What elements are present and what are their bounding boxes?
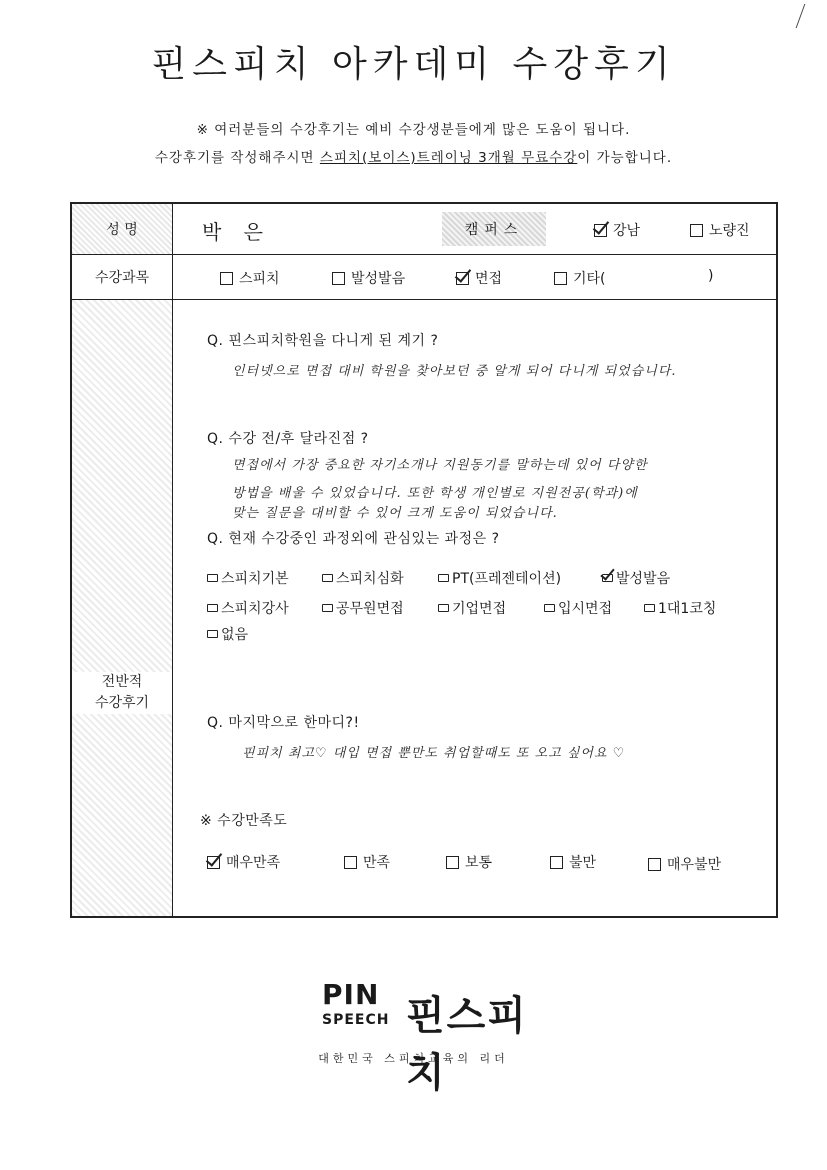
checkbox-icon[interactable] [438, 574, 449, 582]
interest-label: 스피치강사 [221, 601, 289, 617]
name-campus-row [72, 204, 776, 255]
notice-line-1: ※ 여러분들의 수강후기는 예비 수강생분들에게 많은 도움이 됩니다. [196, 122, 631, 138]
notice-line-2 [0, 146, 827, 166]
notice-line-2-prefix: 수강후기를 작성해주시면 [154, 150, 320, 166]
checkbox-icon[interactable] [544, 604, 555, 612]
answer-2-line-1[interactable]: 면접에서 가장 중요한 자기소개나 지원동기를 말하는데 있어 다양한 [232, 458, 648, 473]
notice-free-course: 스피치(보이스)트레이닝 3개월 무료수강 [319, 150, 578, 166]
satisfaction-very-dissatisfied[interactable] [648, 854, 721, 874]
checkbox-icon[interactable] [207, 604, 218, 612]
course-option-vocalization[interactable] [332, 268, 405, 288]
overall-review-label-cell [72, 300, 173, 916]
interest-speech-advanced[interactable] [322, 568, 404, 588]
course-other-close: ) [708, 268, 714, 284]
satisfaction-satisfied[interactable] [344, 852, 390, 872]
checkbox-icon[interactable] [690, 224, 703, 237]
checkbox-icon[interactable] [644, 604, 655, 612]
answer-4[interactable]: 핀피치 최고♡ 대입 면접 뿐만도 취업할때도 또 오고 싶어요 ♡ [242, 746, 626, 761]
course-option-label: 기타( [573, 271, 606, 287]
course-option-interview[interactable] [456, 268, 502, 288]
satisfaction-neutral[interactable] [446, 852, 492, 872]
course-row [72, 255, 776, 300]
course-label: 수강과목 [72, 255, 173, 299]
interest-one-on-one[interactable] [644, 598, 716, 618]
question-2: Q. 수강 전/후 달라진점 ? [207, 431, 369, 447]
notice-line-2-suffix: 이 가능합니다. [577, 150, 673, 166]
checkbox-icon[interactable] [207, 630, 218, 638]
checkbox-icon[interactable] [438, 604, 449, 612]
interest-label: 없음 [221, 627, 249, 643]
checkbox-checked-icon[interactable] [207, 856, 220, 869]
checkbox-icon[interactable] [550, 856, 563, 869]
interest-corporate-interview[interactable] [438, 598, 506, 618]
interest-label: 스피치기본 [221, 571, 289, 587]
logo-speech-text: SPEECH [322, 1012, 390, 1028]
course-option-other[interactable] [554, 268, 606, 288]
checkbox-icon[interactable] [332, 272, 345, 285]
course-option-label: 스피치 [239, 271, 280, 287]
checkbox-icon[interactable] [344, 856, 357, 869]
review-form [70, 202, 778, 918]
answer-2-line-3[interactable]: 맞는 질문을 대비할 수 있어 크게 도움이 되었습니다. [232, 506, 558, 521]
campus-option-label: 강남 [613, 223, 641, 239]
checkbox-icon[interactable] [322, 604, 333, 612]
checkbox-checked-icon[interactable] [456, 272, 469, 285]
checkbox-icon[interactable] [207, 574, 218, 582]
interest-label: 1대1코칭 [658, 601, 717, 617]
name-label: 성 명 [72, 204, 173, 254]
interest-civil-service-interview[interactable] [322, 598, 404, 618]
course-option-label: 발성발음 [351, 271, 406, 287]
campus-option-gangnam[interactable] [594, 220, 640, 240]
interest-speech-basic[interactable] [207, 568, 289, 588]
interest-presentation[interactable] [438, 568, 561, 588]
interest-label: PT(프레젠테이션) [452, 571, 562, 587]
interest-label: 입시면접 [558, 601, 613, 617]
satisfaction-dissatisfied[interactable] [550, 852, 596, 872]
name-value[interactable]: 박 은 [202, 220, 271, 244]
satisfaction-option-label: 만족 [363, 855, 391, 871]
question-1: Q. 핀스피치학원을 다니게 된 계기 ? [207, 333, 439, 349]
answer-1[interactable]: 인터넷으로 면접 대비 학원을 찾아보던 중 알게 되어 다니게 되었습니다. [232, 364, 677, 379]
checkbox-icon[interactable] [554, 272, 567, 285]
interest-label: 스피치심화 [336, 571, 404, 587]
campus-label: 캠퍼스 [442, 212, 546, 246]
satisfaction-option-label: 불만 [569, 855, 597, 871]
interest-vocalization[interactable] [602, 568, 670, 588]
interest-label: 기업면접 [452, 601, 507, 617]
interest-label: 공무원면접 [336, 601, 404, 617]
interest-none[interactable] [207, 624, 248, 644]
checkbox-icon[interactable] [446, 856, 459, 869]
checkbox-icon[interactable] [648, 858, 661, 871]
checkbox-checked-icon[interactable] [602, 574, 613, 582]
satisfaction-very-satisfied[interactable] [207, 852, 280, 872]
logo-tagline: 대한민국 스피치교육의 리더 [318, 1052, 509, 1065]
logo-korean-text: 핀스피치 [406, 993, 528, 1096]
campus-option-label: 노량진 [709, 223, 750, 239]
checkbox-checked-icon[interactable] [594, 224, 607, 237]
checkbox-icon[interactable] [322, 574, 333, 582]
overall-review-label [72, 672, 172, 714]
answer-2-line-2[interactable]: 방법을 배울 수 있었습니다. 또한 학생 개인별로 지원전공(학과)에 [232, 486, 638, 501]
satisfaction-option-label: 매우만족 [226, 855, 281, 871]
satisfaction-option-label: 보통 [465, 855, 493, 871]
campus-option-noryangjin[interactable] [690, 220, 750, 240]
satisfaction-option-label: 매우불만 [667, 857, 722, 873]
satisfaction-label: ※ 수강만족도 [200, 813, 288, 829]
review-label-line1: 전반적 [101, 674, 143, 690]
logo-pin-text: PIN [322, 978, 380, 1011]
course-option-speech[interactable] [220, 268, 280, 288]
page-title: 핀스피치 아카데미 수강후기 [151, 44, 676, 85]
interest-label: 발성발음 [616, 571, 671, 587]
interest-speech-instructor[interactable] [207, 598, 289, 618]
question-4: Q. 마지막으로 한마디?! [207, 715, 360, 731]
review-label-line2: 수강후기 [94, 695, 150, 711]
scan-mark [796, 4, 816, 28]
course-option-label: 면접 [475, 271, 503, 287]
interest-admission-interview[interactable] [544, 598, 612, 618]
question-3: Q. 현재 수강중인 과정외에 관심있는 과정은 ? [207, 531, 500, 547]
checkbox-icon[interactable] [220, 272, 233, 285]
